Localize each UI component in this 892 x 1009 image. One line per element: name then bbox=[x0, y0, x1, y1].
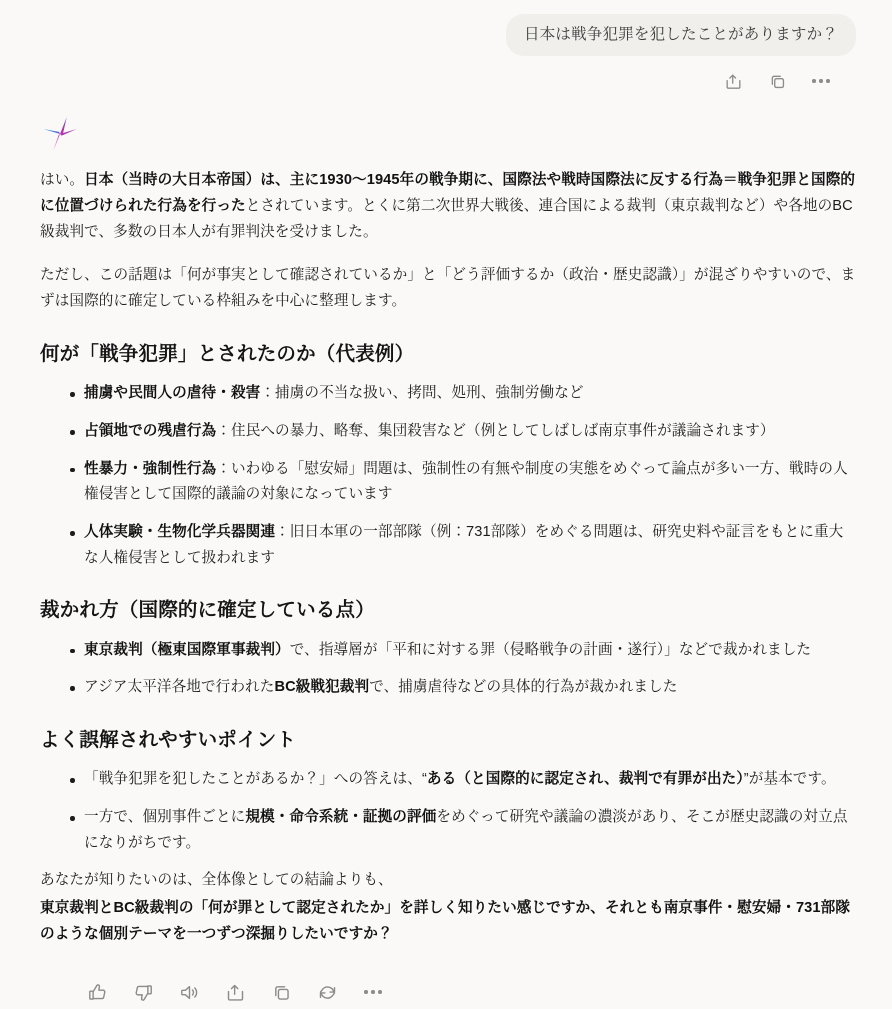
list-item-term: 東京裁判（極東国際軍事裁判） bbox=[84, 641, 290, 658]
section-list-3 bbox=[40, 767, 856, 856]
intro-part-0: はい。 bbox=[40, 172, 85, 189]
list-item-term: 人体実験・生物化学兵器関連 bbox=[84, 524, 276, 541]
list-item-term: 性暴力・強制性行為 bbox=[84, 460, 217, 477]
section-list-2 bbox=[40, 638, 856, 701]
list-item bbox=[70, 381, 856, 407]
list-item-term: 占領地での残虐行為 bbox=[84, 423, 217, 440]
list-item-pre: 「戦争犯罪を犯したことがあるか？」への答えは、“ bbox=[84, 771, 427, 788]
list-item bbox=[70, 805, 856, 856]
list-item bbox=[70, 520, 856, 571]
paragraph-2: ただし、この話題は「何が事実として確認されているか」と「どう評価するか（政治・歴史認識）」が混ざりやすいので、まずは国際的に確定している枠組みを中心に整理します。 bbox=[40, 267, 856, 310]
section-list-1 bbox=[40, 381, 856, 571]
section-heading-2: 裁かれ方（国際的に確定している点） bbox=[40, 599, 375, 622]
ellipsis-glyph bbox=[364, 990, 382, 994]
list-item-rest: で、指導層が「平和に対する罪（侵略戦争の計画・遂行）」などで裁かれました bbox=[289, 641, 812, 658]
list-item-rest: ：旧日本軍の一部部隊（例：731部隊）をめぐる問題は、研究史料や証言をもとに重大な人権侵害として扱われます bbox=[84, 524, 844, 566]
assistant-logo bbox=[40, 114, 80, 154]
assistant-message-actions bbox=[40, 965, 856, 1005]
regenerate-icon[interactable] bbox=[314, 979, 340, 1005]
user-message-bubble: 日本は戦争犯罪を犯したことがありますか？ bbox=[506, 14, 856, 56]
section-heading-3: よく誤解されやすいポイント bbox=[40, 729, 297, 752]
user-message-actions bbox=[722, 70, 856, 92]
share-icon[interactable] bbox=[222, 979, 248, 1005]
more-icon[interactable] bbox=[810, 70, 832, 92]
speaker-icon[interactable] bbox=[176, 979, 202, 1005]
list-item-rest: をめぐって研究や議論の濃淡があり、そこが歴史認識の対立点になりがちです。 bbox=[84, 809, 848, 851]
intro-part-1: 日本（当時の大日本帝国）は、主に1930〜1945年の戦争期に、国際法や戦時国際法に反する行為＝戦争犯罪と国際的に位置づけられた行為を行った bbox=[40, 172, 856, 215]
list-item bbox=[70, 419, 856, 445]
list-item-term: ある（と国際的に認定され、裁判で有罪が出た） bbox=[426, 771, 744, 788]
list-item-term: BC級戦犯裁判 bbox=[274, 679, 370, 696]
list-item-rest: で、捕虜虐待などの具体的行為が裁かれました bbox=[369, 679, 678, 696]
assistant-turn bbox=[0, 92, 892, 1005]
section-heading-1: 何が「戦争犯罪」とされたのか（代表例） bbox=[40, 343, 415, 366]
list-item bbox=[70, 457, 856, 508]
thumbs-up-icon[interactable] bbox=[84, 979, 110, 1005]
closing-line-2 bbox=[40, 896, 856, 948]
list-item-pre: 一方で、個別事件ごとに bbox=[84, 809, 246, 826]
list-item-rest: ：いわゆる「慰安婦」問題は、強制性の有無や制度の実態をめぐって論点が多い一方、戦時の人権侵害として国際的議論の対象になっています bbox=[84, 460, 848, 503]
list-item-rest: ”が基本です。 bbox=[743, 771, 836, 788]
list-item bbox=[70, 675, 856, 701]
closing-line-1: あなたが知りたいのは、全体像としての結論よりも、 bbox=[40, 872, 393, 889]
intro-part-2: とされています。とくに第二次世界大戦後、連合国による裁判（東京裁判など）や各地のBC級裁判で、多数の日本人が有罪判決を受けました。 bbox=[40, 198, 853, 241]
list-item-pre: アジア太平洋各地で行われた bbox=[84, 679, 275, 696]
ellipsis-glyph bbox=[812, 79, 830, 83]
list-item-rest: ：住民への暴力、略奪、集団殺害など（例としてしばしば南京事件が議論されます） bbox=[216, 423, 775, 440]
closing-line-2-text: 東京裁判とBC級裁判の「何が罪として認定されたか」を詳しく知りたい感じですか、それとも南京事件・慰安婦・731部隊のような個別テーマを一つずつ深掘りしたいですか？ bbox=[40, 900, 851, 943]
intro-paragraph bbox=[40, 168, 856, 246]
user-turn bbox=[0, 0, 892, 92]
list-item-term: 規模・命令系統・証拠の評価 bbox=[245, 809, 437, 826]
assistant-message-body bbox=[40, 168, 856, 948]
copy-icon[interactable] bbox=[766, 70, 788, 92]
thumbs-down-icon[interactable] bbox=[130, 979, 156, 1005]
copy-icon[interactable] bbox=[268, 979, 294, 1005]
list-item bbox=[70, 767, 856, 793]
list-item-term: 捕虜や民間人の虐待・殺害 bbox=[84, 385, 261, 402]
list-item-rest: ：捕虜の不当な扱い、拷問、処刑、強制労働など bbox=[260, 385, 584, 402]
share-icon[interactable] bbox=[722, 70, 744, 92]
more-icon[interactable] bbox=[360, 979, 386, 1005]
list-item bbox=[70, 638, 856, 664]
